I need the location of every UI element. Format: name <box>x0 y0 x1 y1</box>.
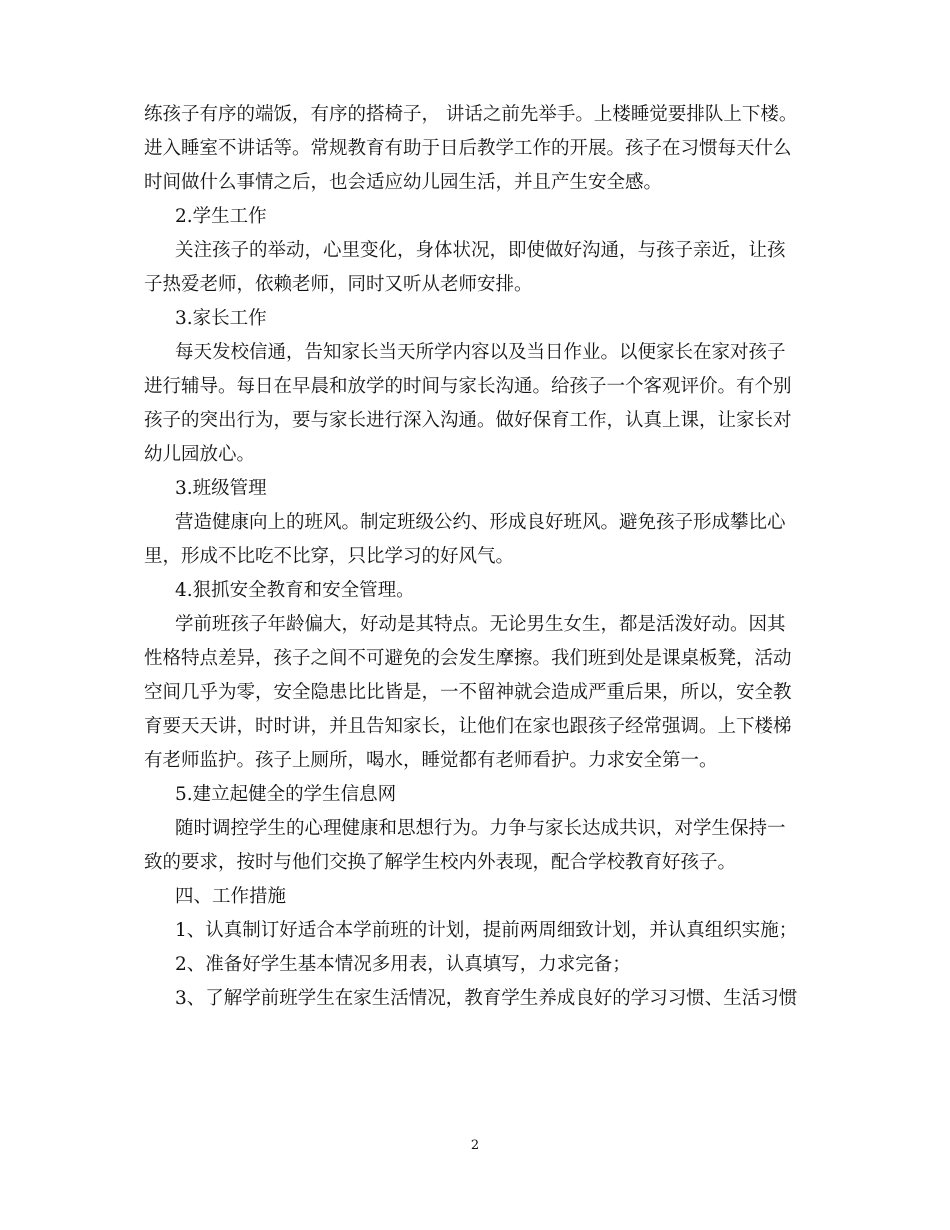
text-line: 进行辅导。每日在早晨和放学的时间与家长沟通。给孩子一个客观评价。有个别 <box>144 376 792 397</box>
text-line: 3、了解学前班学生在家生活情况，教育学生养成良好的学习习惯、生活习惯 <box>175 988 798 1009</box>
text-line: 2.学生工作 <box>175 206 267 227</box>
text-line: 学前班孩子年龄偏大，好动是其特点。无论男生女生，都是活泼好动。因其 <box>175 614 786 635</box>
text-line: 每天发校信通，告知家长当天所学内容以及当日作业。以便家长在家对孩子 <box>175 342 786 363</box>
text-line: 4.狠抓安全教育和安全管理。 <box>175 580 415 601</box>
text-line: 3.班级管理 <box>175 478 267 499</box>
text-line: 致的要求，按时与他们交换了解学生校内外表现，配合学校教育好孩子。 <box>144 852 737 873</box>
text-line: 育要天天讲，时时讲，并且告知家长，让他们在家也跟孩子经常强调。上下楼梯 <box>144 716 792 737</box>
text-line: 子热爱老师，依赖老师，同时又听从老师安排。 <box>144 274 533 295</box>
text-line: 里，形成不比吃不比穿，只比学习的好风气。 <box>144 546 515 567</box>
text-line: 营造健康向上的班风。制定班级公约、形成良好班风。避免孩子形成攀比心 <box>175 512 786 533</box>
text-line: 关注孩子的举动，心里变化，身体状况，即使做好沟通，与孩子亲近，让孩 <box>175 240 786 261</box>
text-line: 1、认真制订好适合本学前班的计划，提前两周细致计划，并认真组织实施； <box>175 920 798 941</box>
text-line: 四、工作措施 <box>175 886 287 907</box>
text-line: 进入睡室不讲话等。常规教育有助于日后教学工作的开展。孩子在习惯每天什么 <box>144 138 792 159</box>
text-line: 空间几乎为零，安全隐患比比皆是，一不留神就会造成严重后果，所以，安全教 <box>144 682 792 703</box>
text-line: 幼儿园放心。 <box>144 444 256 465</box>
text-line: 孩子的突出行为，要与家长进行深入沟通。做好保育工作，认真上课，让家长对 <box>144 410 792 431</box>
text-line: 5.建立起健全的学生信息网 <box>175 784 397 805</box>
text-line: 3.家长工作 <box>175 308 267 329</box>
text-line: 性格特点差异，孩子之间不可避免的会发生摩擦。我们班到处是课桌板凳，活动 <box>144 648 792 669</box>
text-line: 时间做什么事情之后，也会适应幼儿园生活，并且产生安全感。 <box>144 172 663 193</box>
text-line: 练孩子有序的端饭，有序的搭椅子， 讲话之前先举手。上楼睡觉要排队上下楼。 <box>144 104 798 125</box>
page-number: 2 <box>470 1138 480 1153</box>
text-line: 2、准备好学生基本情况多用表，认真填写，力求完备； <box>175 954 631 975</box>
text-line: 随时调控学生的心理健康和思想行为。力争与家长达成共识，对学生保持一 <box>175 818 786 839</box>
body-text <box>144 98 810 1016</box>
text-line: 有老师监护。孩子上厕所，喝水，睡觉都有老师看护。力求安全第一。 <box>144 750 718 771</box>
